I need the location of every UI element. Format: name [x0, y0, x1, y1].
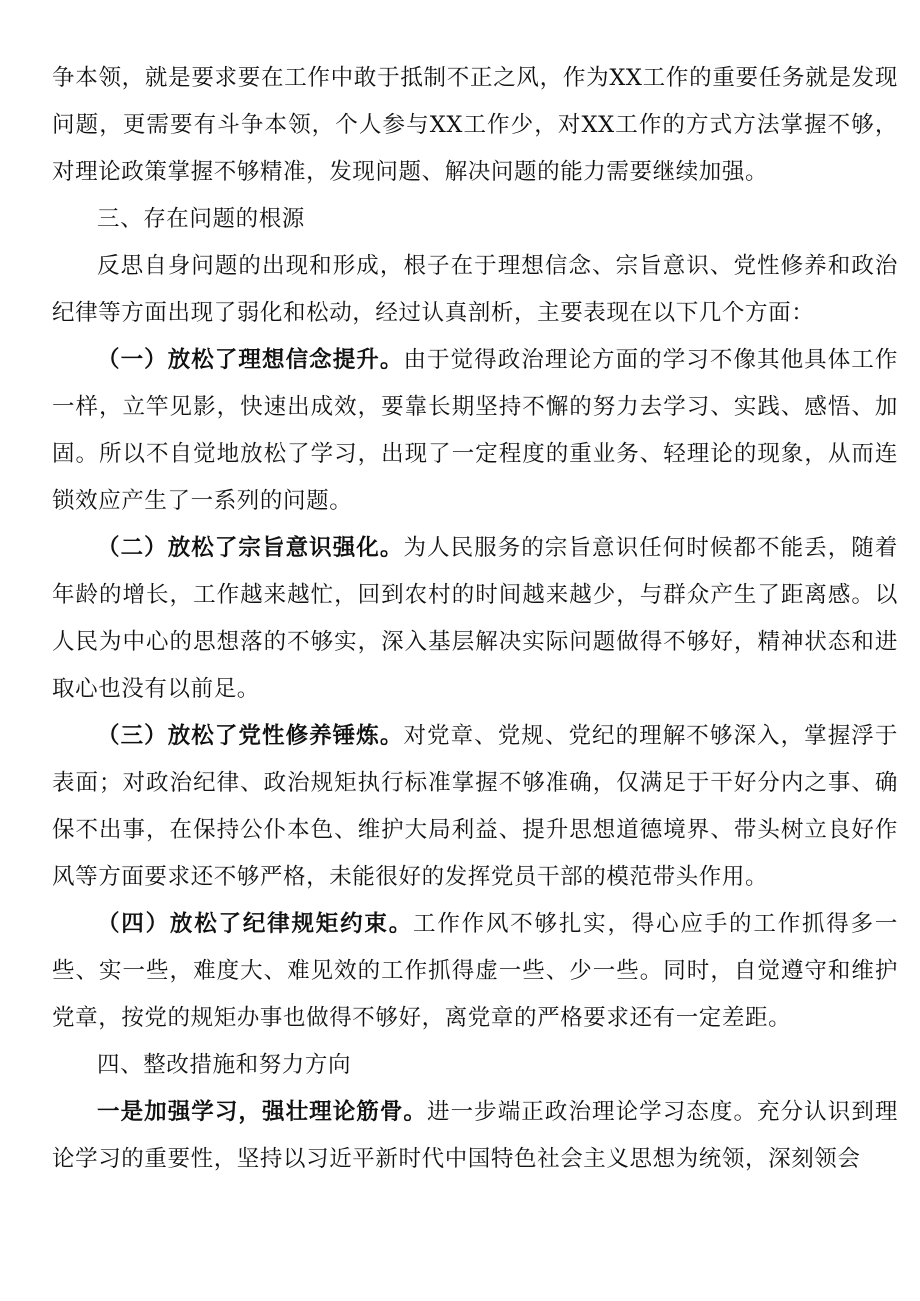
subsection-1: [52, 337, 898, 525]
subsection-1-title: （一）放松了理想信念提升。: [97, 347, 404, 373]
subsection-3: [52, 713, 898, 901]
subsection-1-body: 由于觉得政治理论方面的学习不像其他具体工作一样，立竿见影，快速出成效，要靠长期坚持不懈的努力去学习、实践、感悟、加固。所以不自觉地放松了学习，出现了一定程度的重业务、轻理论的现象，从而连锁效应产生了一系列的问题。: [52, 347, 898, 514]
subsection-4-title: （四）放松了纪律规矩约束。: [97, 911, 414, 937]
subsection-3-body: 对党章、党规、党纪的理解不够深入，掌握浮于表面；对政治纪律、政治规矩执行标准掌握不够准确，仅满足于干好分内之事、确保不出事，在保持公仆本色、维护大局利益、提升思想道德境界、带头树立良好作风等方面要求还不够严格，未能很好的发挥党员干部的模范带头作用。: [52, 723, 898, 890]
subsection-2-body: 为人民服务的宗旨意识任何时候都不能丢，随着年龄的增长，工作越来越忙，回到农村的时间越来越少，与群众产生了距离感。以人民为中心的思想落的不够实，深入基层解决实际问题做得不够好，精神状态和进取心也没有以前足。: [52, 535, 898, 702]
measure-1-body: 进一步端正政治理论学习态度。充分认识到理论学习的重要性，坚持以习近平新时代中国特色社会主义思想为统领，深刻领会: [52, 1099, 898, 1172]
measure-1-title: 一是加强学习，强壮理论筋骨。: [97, 1099, 428, 1125]
subsection-2: [52, 525, 898, 713]
section-heading-3: 三、存在问题的根源: [97, 206, 305, 232]
subsection-3-title: （三）放松了党性修养锤炼。: [97, 723, 404, 749]
subsection-4-body: 工作作风不够扎实，得心应手的工作抓得多一些、实一些，难度大、难见效的工作抓得虚一些、少一些。同时，自觉遵守和维护党章，按党的规矩办事也做得不够好，离党章的严格要求还有一定差距。: [52, 911, 898, 1031]
paragraph-continuation: 争本领，就是要求要在工作中敢于抵制不正之风，作为XX工作的重要任务就是发现问题，更需要有斗争本领，个人参与XX工作少，对XX工作的方式方法掌握不够，对理论政策掌握不够精准，发现问题、解决问题的能力需要继续加强。: [52, 65, 898, 185]
section-heading-4: 四、整改措施和努力方向: [97, 1052, 352, 1078]
subsection-2-title: （二）放松了宗旨意识强化。: [97, 535, 404, 561]
subsection-4: [52, 901, 898, 1042]
paragraph-intro: 反思自身问题的出现和形成，根子在于理想信念、宗旨意识、党性修养和政治纪律等方面出现了弱化和松动，经过认真剖析，主要表现在以下几个方面：: [52, 253, 898, 326]
measure-1: [52, 1089, 898, 1183]
